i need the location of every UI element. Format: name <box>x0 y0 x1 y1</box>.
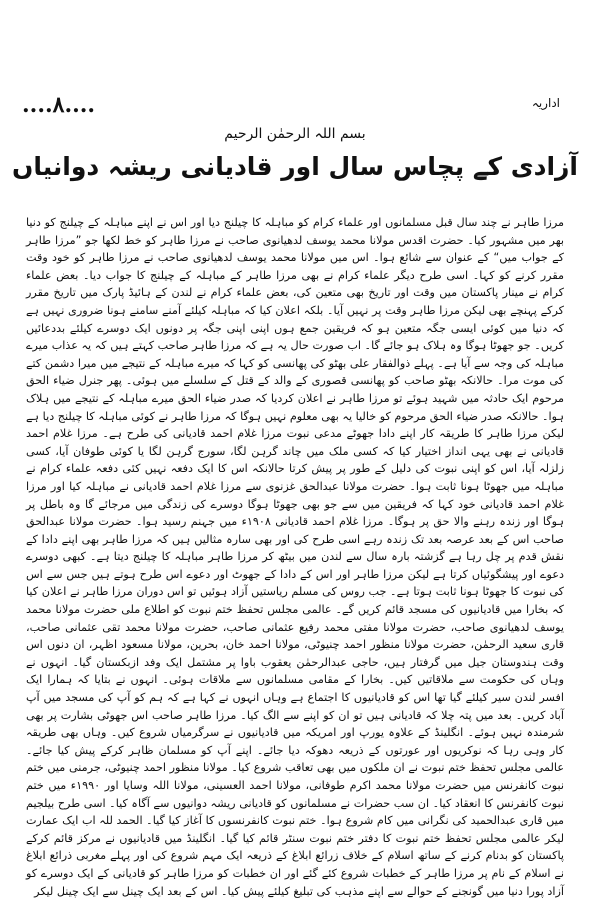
page-number: ....۸.... <box>22 92 96 118</box>
basmala: بسم اللہ الرحمٰن الرحیم <box>224 126 366 142</box>
section-label: اداریہ <box>531 96 560 110</box>
editorial-title: آزادی کے پچاس سال اور قادیانی ریشہ دوانیاں <box>11 152 578 181</box>
editorial-body: مرزا طاہر نے چند سال قبل مسلمانوں اور علماء کرام کو مباہلہ کا چیلنج دیا اور اس نے اپنے مباہلہ کے چیلنج کو دنیا بھر میں مشہور کیا۔ حضرت اقدس مولانا محمد یوسف لدھیانوی صاحب نے مرزا طاہر کو خط لکھا جو ”مرزا طاہر کے جواب میں“ کے عنوان سے شائع ہوا۔ اس میں مولانا محمد یوسف لدھیانوی صاحب نے مرزا طاہر کو خود وقت مقرر کرنے کو کہا۔ اسی طرح دیگر علماء کرام نے بھی مرزا طاہر کے مباہلہ کے چیلنج کا جواب دیا۔ بعض علماء کرام نے مینار پاکستان میں وقت اور تاریخ بھی متعین کی، بعض علماء کرام نے لندن کے ہائیڈ پارک میں تاریخ مقرر کرکے پہنچے بھی لیکن مرزا طاہر وقت پر نہیں آیا۔ بلکہ اعلان کیا کہ مباہلہ کیلئے آمنے سامنے ہونا ضروری نہیں ہے کہ دنیا میں کوئی ایسی جگہ متعین ہو کہ فریقین جمع ہوں اپنی اپنی جگہ پر دونوں ایک دوسرے کیلئے بددعائیں کریں۔ جو جھوٹا ہوگا وہ ہلاک ہو جائے گا۔ اب صورت حال یہ ہے کہ مرزا طاہر صاحب کہتے ہیں کہ یہ عذاب میرے مباہلہ کی وجہ سے آیا ہے۔ پہلے ذوالفقار علی بھٹو کی پھانسی کو کہا کہ میرے مباہلہ کے نتیجے میں میرا دشمن کتے کی موت مرا۔ حالانکہ بھٹو صاحب کو پھانسی قصوری کے والد کے قتل کے سلسلے میں ہوئی۔ پھر جنرل ضیاء الحق مرحوم ایک حادثہ میں شہید ہوئے تو مرزا طاہر نے اعلان کردیا کہ صدر ضیاء الحق میرے مباہلہ کے نتیجے میں ہلاک ہوا۔ حالانکہ صدر ضیاء الحق مرحوم کو خالیا یہ بھی معلوم نہیں ہوگا کہ مرزا طاہر نے کوئی مباہلہ کا چیلنج دیا ہے لیکن مرزا طاہر کا طریقہ کار اپنے دادا جھوٹے مدعی نبوت مرزا غلام احمد قادیانی کی طرح ہے۔ مرزا غلام احمد قادیانی نے بھی یہی انداز اختیار کیا کہ کسی ملک میں چاند گرہن لگا، سورج گرہن لگا یا کوئی طوفان آیا، کسی زلزلہ آیا، اس کو اپنی نبوت کی دلیل کے طور پر پیش کرتا حالانکہ اس کا ایک دفعہ نہیں کئی دفعہ علماء کرام نے مباہلہ میں جھوٹا ہونا ثابت ہوا۔ حضرت مولانا عبدالحق غزنوی سے مرزا غلام احمد قادیانی نے مباہلہ کیا اور مرزا غلام احمد قادیانی خود کہا کہ فریقین میں سے جو بھی جھوٹا ہوگا دوسرے کی زندگی میں مرجائے گا وہ باطل پر ہوگا اور زندہ رہنے والا حق پر ہوگا۔ مرزا غلام احمد قادیانی ۱۹۰۸ء میں جہنم رسید ہوا۔ حضرت مولانا عبدالحق صاحب اس کے بعد عرصہ بعد تک زندہ رہے اسی طرح کی اور بھی سارہ مثالیں ہیں کہ مرزا طاہر بھی اپنے دادا کے نقش قدم پر چل رہا ہے گزشتہ بارہ سال سے لندن میں بیٹھ کر مرزا طاہر مباہلہ کا چیلنج دیتا ہے۔ کبھی دوسرے دعوے اور پیشگوئیاں کرتا ہے لیکن مرزا طاہر اور اس کے دادا کے جھوٹ اور دعوے اس طرح ہوتے ہیں جس سے اس کی نبوت کا جھوٹا ہونا ثابت ہوتا ہے۔ جب روس کی مسلم ریاستیں آزاد ہوئیں تو اس دوران مرزا طاہر نے اعلان کیا کہ بخارا میں قادیانیوں کی مسجد قائم کریں گے۔ عالمی مجلس تحفظ ختم نبوت کو اطلاع ملی حضرت مولانا محمد یوسف لدھیانوی صاحب، حضرت مولانا مفتی محمد رفیع عثمانی صاحب، حضرت مولانا محمد تقی عثمانی صاحب، قاری سعید الرحمٰن، حضرت مولانا منظور احمد چنیوٹی، مولانا احمد خان، بحرین، مولانا مسعود اظہر، ان دنوں اس وقت ہندوستان جیل میں گرفتار ہیں، حاجی عبدالرحمٰن یعقوب باوا پر مشتمل ایک وفد ازبکستان گیا۔ انہوں نے وہاں کی حکومت سے ملاقاتیں کیں۔ بخارا کے مقامی مسلمانوں سے ملاقات ہوئی۔ انہوں نے بتایا کہ ہمارا ایک افسر لندن سیر کیلئے گیا تھا اس کو قادیانیوں کا اجتماع ہے وہاں انہوں نے کہا ہے کہ ہم کو آپ کی مسجد میں آپ آباد کریں۔ بعد میں پتہ چلا کہ قادیانی ہیں تو ان کو اپنے سے الگ کیا۔ مرزا طاہر صاحب اس جھوٹی بشارت پر بھی شرمندہ نہیں ہوئے۔ انگلینڈ کے علاوہ یورپ اور امریکہ میں قادیانیوں نے سرگرمیاں شروع کیں۔ وہاں بھی طریقہ کار وہی رہا کہ نوکریوں اور عورتوں کے ذریعہ دھوکہ دیا جائے۔ اپنے آپ کو مسلمان ظاہر کرکے پیش کیا جائے۔ عالمی مجلس تحفظ ختم نبوت نے ان ملکوں میں بھی تعاقب شروع کیا۔ مولانا منظور احمد چنیوٹی، جرمنی میں ختم نبوت کانفرنس میں حضرت مولانا محمد اکرم طوفانی، مولانا احمد العسینی، مولانا اللہ وسایا اور ۱۹۹۰ء میں ختم نبوت کانفرنس کا انعقاد کیا۔ ان سب حضرات نے مسلمانوں کو قادیانی ریشہ دوانیوں سے آگاہ کیا۔ اسی طرح بیلجیم میں قاری عبدالحمید کی نگرانی میں کام شروع ہوا۔ ختم نبوت کانفرنسوں کا آغاز کیا گیا۔ الحمد للہ اب ایک عمارت لیکر عالمی مجلس تحفظ ختم نبوت کا دفتر ختم نبوت سنٹر قائم کیا گیا۔ انگلینڈ میں قادیانیوں نے مرکز قائم کرکے پاکستان کو بدنام کرنے کے ساتھ اسلام کے خلاف زرائع ابلاغ کے ذریعہ ایک مہم شروع کی اور پہلے مغربی ذرائع ابلاغ نے اسلام کے نام پر مرزا طاہر کے خطبات شروع کئے گئے اور ان خطبات کو مرزا طاہر کو قادیانی کے ایک دوسرے کو آزاد پورا دنیا میں گونجنے کے حوالے سے اپنے مذہب کی تبلیغ کیلئے پیش کیا۔ اس کے بعد ایک چینل سے ایک چینل لیکر <box>26 216 565 898</box>
